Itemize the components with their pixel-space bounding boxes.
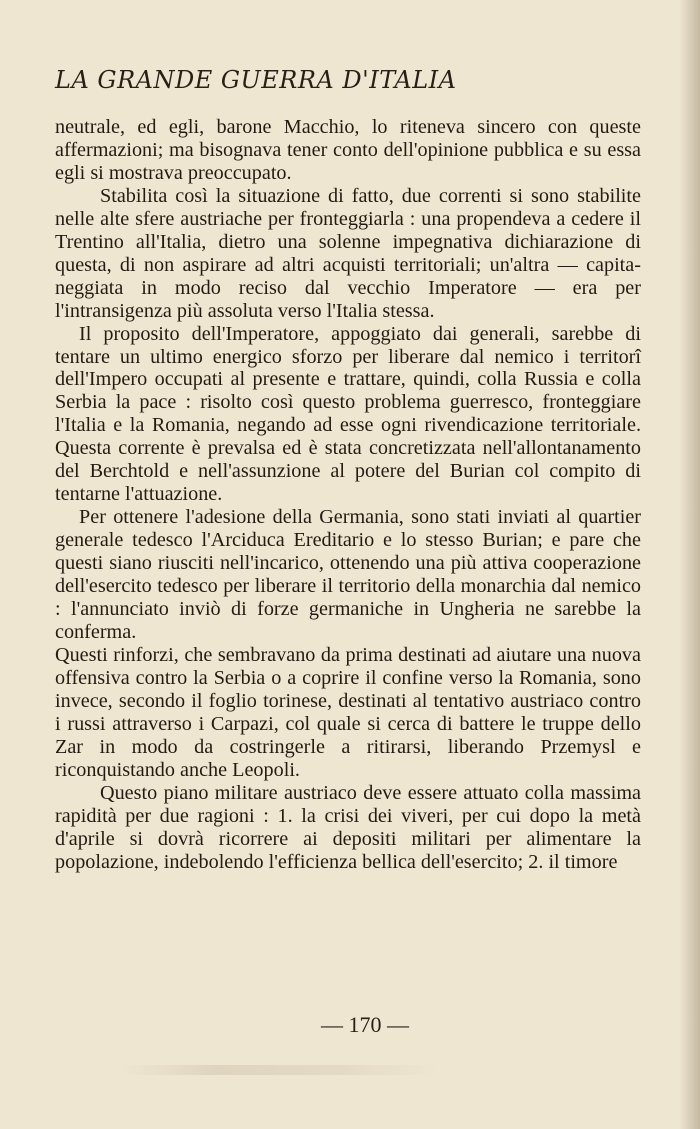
page-number: — 170 —	[321, 1012, 409, 1037]
paragraph-military-plan: Questo piano militare austriaco deve essere attuato colla massima rapidità per due ragioni : 1. la crisi dei viveri, per cui dopo la metà d'aprile si dovrà ricorrere ai depositi militari per alimentare la popolazione, indebolendo l'efficienza bellica dell'esercito; 2. il timore	[55, 781, 641, 873]
body-text	[55, 116, 641, 873]
paragraph-germany-adhesion: Per ottenere l'adesione della Germania, sono stati inviati al quartier generale tedesco l'Arciduca Ereditario e lo stesso Burian; e pare che questi siano riusciti nell'incarico, ottenendo una più attiva cooperazione dell'esercito tedesco per liberare il territorio della monarchia dal nemico : l'annunciato inviò di forze germaniche in Ungheria ne sarebbe la conferma.	[55, 506, 641, 643]
running-head-title: LA GRANDE GUERRA D'ITALIA	[55, 66, 457, 94]
show-through-smudge	[120, 1065, 440, 1075]
page-number-wrap	[0, 1012, 700, 1038]
paragraph-continuation: neutrale, ed egli, barone Macchio, lo riteneva sincero con queste affermazioni; ma bisognava tener conto dell'opinione pubblica e su essa egli si mostrava preoccupato.	[55, 116, 641, 184]
paragraph-reinforcements: Questi rinforzi, che sembravano da prima destinati ad aiutare una nuova offensiva contro la Serbia o a coprire il confine verso la Romania, sono invece, secondo il foglio torinese, destinati al tentativo austriaco contro i russi attraverso i Carpazi, col quale si cerca di battere le truppe dello Zar in modo da costringerle a ritirarsi, liberando Przemysl e riconquistando anche Leopoli.	[55, 643, 641, 781]
paragraph-situation: Stabilita così la situazione di fatto, due correnti si sono stabilite nelle alte sfere austriache per fronteggiarla : una propendeva a cedere il Trentino all'Italia, dietro una solenne impegnativa dichiarazione di questa, di non aspirare ad altri acquisti territoriali; un'altra — capitaneggiata in modo reciso dal vecchio Imperatore — era per l'intransigenza più assoluta verso l'Italia stessa.	[55, 184, 641, 322]
paragraph-emperor-purpose: Il proposito dell'Imperatore, appoggiato dai generali, sarebbe di tentare un ultimo energico sforzo per liberare dal nemico i territorî dell'Impero occupati al presente e trattare, quindi, colla Russia e colla Serbia la pace : risolto così questo problema guerresco, fronteggiare l'Italia e la Romania, negando ad esse ogni rivendicazione territoriale. Questa corrente è prevalsa ed è stata concretizzata nell'allontanamento del Berchtold e nell'assunzione al potere del Burian col compito di tentarne l'attuazione.	[55, 322, 641, 506]
